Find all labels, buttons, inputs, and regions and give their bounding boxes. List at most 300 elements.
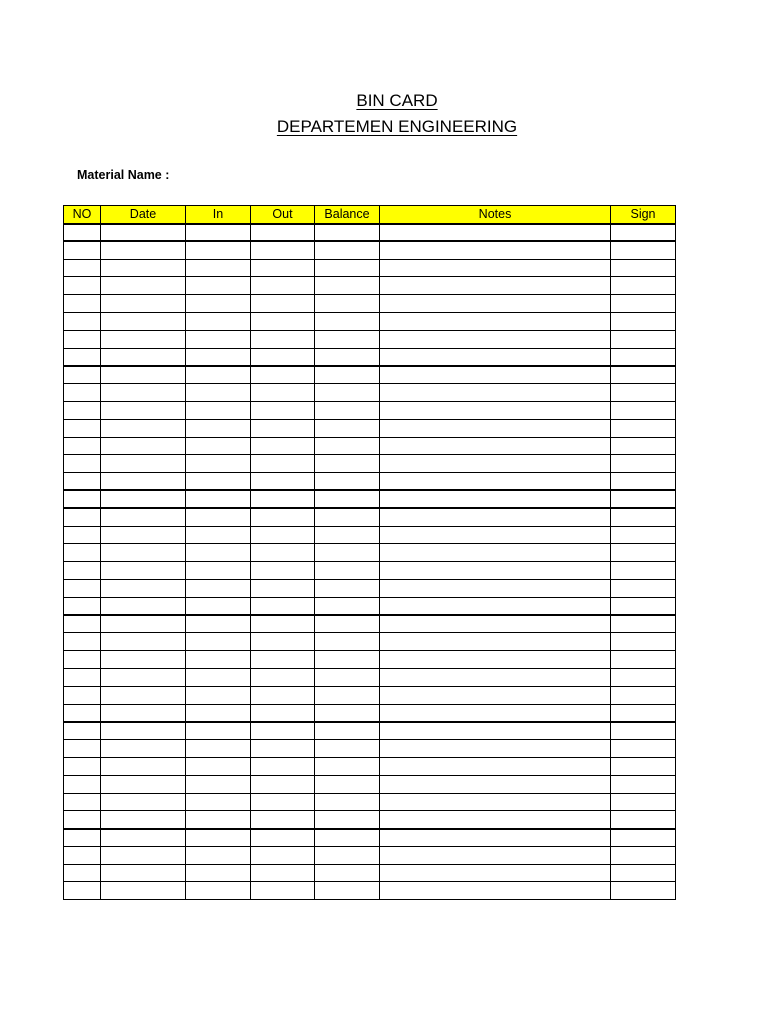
cell-notes[interactable] bbox=[380, 811, 611, 829]
cell-notes[interactable] bbox=[380, 704, 611, 722]
cell-sign[interactable] bbox=[611, 437, 676, 455]
cell-no[interactable] bbox=[64, 473, 101, 491]
cell-date[interactable] bbox=[101, 811, 186, 829]
cell-notes[interactable] bbox=[380, 775, 611, 793]
cell-no[interactable] bbox=[64, 704, 101, 722]
cell-no[interactable] bbox=[64, 419, 101, 437]
cell-sign[interactable] bbox=[611, 366, 676, 384]
cell-date[interactable] bbox=[101, 419, 186, 437]
cell-in[interactable] bbox=[186, 704, 251, 722]
cell-notes[interactable] bbox=[380, 330, 611, 348]
cell-out[interactable] bbox=[251, 722, 315, 740]
cell-date[interactable] bbox=[101, 633, 186, 651]
cell-date[interactable] bbox=[101, 473, 186, 491]
cell-date[interactable] bbox=[101, 330, 186, 348]
cell-notes[interactable] bbox=[380, 864, 611, 882]
cell-balance[interactable] bbox=[315, 704, 380, 722]
cell-no[interactable] bbox=[64, 295, 101, 313]
cell-no[interactable] bbox=[64, 312, 101, 330]
cell-notes[interactable] bbox=[380, 615, 611, 633]
cell-balance[interactable] bbox=[315, 668, 380, 686]
cell-out[interactable] bbox=[251, 793, 315, 811]
cell-sign[interactable] bbox=[611, 722, 676, 740]
cell-out[interactable] bbox=[251, 277, 315, 295]
cell-no[interactable] bbox=[64, 544, 101, 562]
cell-no[interactable] bbox=[64, 224, 101, 242]
cell-date[interactable] bbox=[101, 597, 186, 615]
cell-in[interactable] bbox=[186, 846, 251, 864]
cell-out[interactable] bbox=[251, 224, 315, 242]
cell-date[interactable] bbox=[101, 241, 186, 259]
cell-notes[interactable] bbox=[380, 224, 611, 242]
cell-sign[interactable] bbox=[611, 562, 676, 580]
cell-in[interactable] bbox=[186, 668, 251, 686]
card-title-text: BIN CARD bbox=[356, 91, 438, 110]
cell-in[interactable] bbox=[186, 401, 251, 419]
cell-balance[interactable] bbox=[315, 775, 380, 793]
cell-date[interactable] bbox=[101, 882, 186, 900]
cell-out[interactable] bbox=[251, 259, 315, 277]
cell-notes[interactable] bbox=[380, 829, 611, 847]
cell-balance[interactable] bbox=[315, 348, 380, 366]
cell-out[interactable] bbox=[251, 348, 315, 366]
cell-balance[interactable] bbox=[315, 455, 380, 473]
cell-notes[interactable] bbox=[380, 757, 611, 775]
table-row bbox=[64, 668, 676, 686]
table-row bbox=[64, 793, 676, 811]
cell-sign[interactable] bbox=[611, 526, 676, 544]
cell-date[interactable] bbox=[101, 704, 186, 722]
cell-balance[interactable] bbox=[315, 277, 380, 295]
cell-out[interactable] bbox=[251, 651, 315, 669]
cell-date[interactable] bbox=[101, 544, 186, 562]
cell-out[interactable] bbox=[251, 562, 315, 580]
cell-in[interactable] bbox=[186, 473, 251, 491]
cell-balance[interactable] bbox=[315, 526, 380, 544]
cell-balance[interactable] bbox=[315, 419, 380, 437]
cell-date[interactable] bbox=[101, 384, 186, 402]
cell-date[interactable] bbox=[101, 277, 186, 295]
cell-in[interactable] bbox=[186, 437, 251, 455]
table-row bbox=[64, 330, 676, 348]
cell-sign[interactable] bbox=[611, 882, 676, 900]
cell-no[interactable] bbox=[64, 330, 101, 348]
cell-balance[interactable] bbox=[315, 366, 380, 384]
cell-balance[interactable] bbox=[315, 686, 380, 704]
table-row bbox=[64, 490, 676, 508]
cell-balance[interactable] bbox=[315, 384, 380, 402]
cell-balance[interactable] bbox=[315, 793, 380, 811]
cell-balance[interactable] bbox=[315, 740, 380, 758]
cell-date[interactable] bbox=[101, 686, 186, 704]
cell-out[interactable] bbox=[251, 633, 315, 651]
cell-balance[interactable] bbox=[315, 811, 380, 829]
cell-out[interactable] bbox=[251, 490, 315, 508]
cell-in[interactable] bbox=[186, 597, 251, 615]
cell-date[interactable] bbox=[101, 651, 186, 669]
cell-no[interactable] bbox=[64, 882, 101, 900]
table-body bbox=[64, 224, 676, 900]
cell-in[interactable] bbox=[186, 455, 251, 473]
cell-sign[interactable] bbox=[611, 668, 676, 686]
cell-out[interactable] bbox=[251, 473, 315, 491]
cell-sign[interactable] bbox=[611, 740, 676, 758]
cell-balance[interactable] bbox=[315, 722, 380, 740]
table-row bbox=[64, 401, 676, 419]
cell-balance[interactable] bbox=[315, 829, 380, 847]
cell-balance[interactable] bbox=[315, 615, 380, 633]
cell-in[interactable] bbox=[186, 722, 251, 740]
cell-notes[interactable] bbox=[380, 722, 611, 740]
table-row bbox=[64, 526, 676, 544]
cell-date[interactable] bbox=[101, 295, 186, 313]
cell-notes[interactable] bbox=[380, 419, 611, 437]
cell-out[interactable] bbox=[251, 757, 315, 775]
cell-date[interactable] bbox=[101, 224, 186, 242]
cell-sign[interactable] bbox=[611, 544, 676, 562]
cell-no[interactable] bbox=[64, 793, 101, 811]
cell-sign[interactable] bbox=[611, 259, 676, 277]
cell-out[interactable] bbox=[251, 615, 315, 633]
cell-sign[interactable] bbox=[611, 348, 676, 366]
cell-no[interactable] bbox=[64, 259, 101, 277]
cell-in[interactable] bbox=[186, 544, 251, 562]
cell-notes[interactable] bbox=[380, 437, 611, 455]
cell-notes[interactable] bbox=[380, 348, 611, 366]
cell-out[interactable] bbox=[251, 775, 315, 793]
cell-notes[interactable] bbox=[380, 544, 611, 562]
cell-date[interactable] bbox=[101, 366, 186, 384]
table-row bbox=[64, 829, 676, 847]
cell-notes[interactable] bbox=[380, 277, 611, 295]
cell-sign[interactable] bbox=[611, 757, 676, 775]
cell-no[interactable] bbox=[64, 740, 101, 758]
cell-in[interactable] bbox=[186, 562, 251, 580]
cell-out[interactable] bbox=[251, 366, 315, 384]
cell-notes[interactable] bbox=[380, 366, 611, 384]
table-row bbox=[64, 224, 676, 242]
cell-balance[interactable] bbox=[315, 508, 380, 526]
cell-date[interactable] bbox=[101, 562, 186, 580]
cell-no[interactable] bbox=[64, 384, 101, 402]
cell-sign[interactable] bbox=[611, 384, 676, 402]
cell-balance[interactable] bbox=[315, 597, 380, 615]
cell-no[interactable] bbox=[64, 846, 101, 864]
cell-date[interactable] bbox=[101, 579, 186, 597]
cell-no[interactable] bbox=[64, 562, 101, 580]
table-row bbox=[64, 508, 676, 526]
cell-balance[interactable] bbox=[315, 757, 380, 775]
cell-in[interactable] bbox=[186, 277, 251, 295]
cell-sign[interactable] bbox=[611, 224, 676, 242]
table-row bbox=[64, 384, 676, 402]
cell-date[interactable] bbox=[101, 846, 186, 864]
cell-sign[interactable] bbox=[611, 473, 676, 491]
cell-no[interactable] bbox=[64, 348, 101, 366]
cell-out[interactable] bbox=[251, 544, 315, 562]
cell-in[interactable] bbox=[186, 366, 251, 384]
cell-notes[interactable] bbox=[380, 508, 611, 526]
cell-no[interactable] bbox=[64, 366, 101, 384]
cell-sign[interactable] bbox=[611, 330, 676, 348]
cell-in[interactable] bbox=[186, 490, 251, 508]
cell-balance[interactable] bbox=[315, 490, 380, 508]
cell-notes[interactable] bbox=[380, 686, 611, 704]
cell-out[interactable] bbox=[251, 312, 315, 330]
table-row bbox=[64, 419, 676, 437]
cell-no[interactable] bbox=[64, 811, 101, 829]
material-name-field bbox=[77, 168, 169, 182]
cell-sign[interactable] bbox=[611, 686, 676, 704]
cell-notes[interactable] bbox=[380, 490, 611, 508]
cell-no[interactable] bbox=[64, 401, 101, 419]
cell-out[interactable] bbox=[251, 579, 315, 597]
table-row bbox=[64, 704, 676, 722]
cell-no[interactable] bbox=[64, 829, 101, 847]
cell-balance[interactable] bbox=[315, 312, 380, 330]
cell-date[interactable] bbox=[101, 490, 186, 508]
cell-date[interactable] bbox=[101, 259, 186, 277]
cell-sign[interactable] bbox=[611, 490, 676, 508]
cell-date[interactable] bbox=[101, 740, 186, 758]
cell-in[interactable] bbox=[186, 882, 251, 900]
cell-no[interactable] bbox=[64, 864, 101, 882]
cell-sign[interactable] bbox=[611, 651, 676, 669]
cell-no[interactable] bbox=[64, 490, 101, 508]
cell-date[interactable] bbox=[101, 401, 186, 419]
cell-balance[interactable] bbox=[315, 544, 380, 562]
cell-in[interactable] bbox=[186, 686, 251, 704]
cell-balance[interactable] bbox=[315, 579, 380, 597]
cell-sign[interactable] bbox=[611, 775, 676, 793]
cell-out[interactable] bbox=[251, 597, 315, 615]
cell-date[interactable] bbox=[101, 312, 186, 330]
cell-balance[interactable] bbox=[315, 864, 380, 882]
cell-date[interactable] bbox=[101, 722, 186, 740]
table-row bbox=[64, 295, 676, 313]
cell-out[interactable] bbox=[251, 704, 315, 722]
cell-notes[interactable] bbox=[380, 651, 611, 669]
cell-sign[interactable] bbox=[611, 312, 676, 330]
cell-date[interactable] bbox=[101, 526, 186, 544]
cell-date[interactable] bbox=[101, 829, 186, 847]
cell-no[interactable] bbox=[64, 775, 101, 793]
cell-notes[interactable] bbox=[380, 455, 611, 473]
cell-in[interactable] bbox=[186, 757, 251, 775]
cell-sign[interactable] bbox=[611, 241, 676, 259]
cell-out[interactable] bbox=[251, 864, 315, 882]
cell-in[interactable] bbox=[186, 259, 251, 277]
header-date: Date bbox=[101, 206, 186, 224]
cell-no[interactable] bbox=[64, 241, 101, 259]
cell-no[interactable] bbox=[64, 651, 101, 669]
cell-no[interactable] bbox=[64, 686, 101, 704]
cell-in[interactable] bbox=[186, 526, 251, 544]
department-title-text: DEPARTEMEN ENGINEERING bbox=[276, 117, 518, 136]
department-title bbox=[0, 117, 768, 137]
cell-balance[interactable] bbox=[315, 882, 380, 900]
cell-no[interactable] bbox=[64, 277, 101, 295]
cell-notes[interactable] bbox=[380, 526, 611, 544]
table-row bbox=[64, 312, 676, 330]
cell-no[interactable] bbox=[64, 579, 101, 597]
cell-notes[interactable] bbox=[380, 793, 611, 811]
bin-card-table bbox=[63, 205, 676, 900]
cell-balance[interactable] bbox=[315, 651, 380, 669]
cell-no[interactable] bbox=[64, 508, 101, 526]
cell-in[interactable] bbox=[186, 508, 251, 526]
material-name-label: Material Name : bbox=[77, 168, 170, 182]
cell-out[interactable] bbox=[251, 437, 315, 455]
cell-notes[interactable] bbox=[380, 473, 611, 491]
table-row bbox=[64, 615, 676, 633]
cell-date[interactable] bbox=[101, 455, 186, 473]
cell-sign[interactable] bbox=[611, 419, 676, 437]
cell-in[interactable] bbox=[186, 864, 251, 882]
cell-in[interactable] bbox=[186, 775, 251, 793]
cell-notes[interactable] bbox=[380, 668, 611, 686]
cell-date[interactable] bbox=[101, 668, 186, 686]
table-row bbox=[64, 455, 676, 473]
cell-date[interactable] bbox=[101, 437, 186, 455]
cell-in[interactable] bbox=[186, 615, 251, 633]
cell-out[interactable] bbox=[251, 526, 315, 544]
table-row bbox=[64, 633, 676, 651]
cell-notes[interactable] bbox=[380, 241, 611, 259]
cell-out[interactable] bbox=[251, 419, 315, 437]
table-row bbox=[64, 473, 676, 491]
cell-balance[interactable] bbox=[315, 633, 380, 651]
cell-no[interactable] bbox=[64, 668, 101, 686]
cell-notes[interactable] bbox=[380, 312, 611, 330]
cell-in[interactable] bbox=[186, 793, 251, 811]
cell-sign[interactable] bbox=[611, 829, 676, 847]
cell-notes[interactable] bbox=[380, 295, 611, 313]
cell-in[interactable] bbox=[186, 740, 251, 758]
cell-out[interactable] bbox=[251, 668, 315, 686]
cell-notes[interactable] bbox=[380, 882, 611, 900]
cell-in[interactable] bbox=[186, 633, 251, 651]
cell-no[interactable] bbox=[64, 526, 101, 544]
table-row bbox=[64, 757, 676, 775]
cell-balance[interactable] bbox=[315, 562, 380, 580]
cell-in[interactable] bbox=[186, 651, 251, 669]
cell-balance[interactable] bbox=[315, 224, 380, 242]
cell-sign[interactable] bbox=[611, 277, 676, 295]
cell-date[interactable] bbox=[101, 775, 186, 793]
cell-no[interactable] bbox=[64, 757, 101, 775]
cell-balance[interactable] bbox=[315, 241, 380, 259]
cell-out[interactable] bbox=[251, 829, 315, 847]
cell-balance[interactable] bbox=[315, 437, 380, 455]
cell-balance[interactable] bbox=[315, 401, 380, 419]
cell-sign[interactable] bbox=[611, 793, 676, 811]
cell-in[interactable] bbox=[186, 384, 251, 402]
cell-notes[interactable] bbox=[380, 740, 611, 758]
cell-out[interactable] bbox=[251, 740, 315, 758]
cell-out[interactable] bbox=[251, 241, 315, 259]
cell-in[interactable] bbox=[186, 295, 251, 313]
cell-out[interactable] bbox=[251, 846, 315, 864]
header-in: In bbox=[186, 206, 251, 224]
cell-sign[interactable] bbox=[611, 811, 676, 829]
cell-sign[interactable] bbox=[611, 455, 676, 473]
cell-in[interactable] bbox=[186, 330, 251, 348]
cell-notes[interactable] bbox=[380, 846, 611, 864]
cell-date[interactable] bbox=[101, 864, 186, 882]
cell-notes[interactable] bbox=[380, 401, 611, 419]
cell-date[interactable] bbox=[101, 793, 186, 811]
cell-no[interactable] bbox=[64, 615, 101, 633]
cell-balance[interactable] bbox=[315, 473, 380, 491]
cell-date[interactable] bbox=[101, 508, 186, 526]
cell-notes[interactable] bbox=[380, 384, 611, 402]
cell-notes[interactable] bbox=[380, 579, 611, 597]
cell-sign[interactable] bbox=[611, 704, 676, 722]
cell-balance[interactable] bbox=[315, 295, 380, 313]
header-notes: Notes bbox=[380, 206, 611, 224]
cell-balance[interactable] bbox=[315, 330, 380, 348]
cell-notes[interactable] bbox=[380, 597, 611, 615]
cell-sign[interactable] bbox=[611, 633, 676, 651]
cell-out[interactable] bbox=[251, 811, 315, 829]
cell-date[interactable] bbox=[101, 615, 186, 633]
cell-in[interactable] bbox=[186, 312, 251, 330]
cell-no[interactable] bbox=[64, 722, 101, 740]
cell-sign[interactable] bbox=[611, 508, 676, 526]
cell-in[interactable] bbox=[186, 579, 251, 597]
cell-balance[interactable] bbox=[315, 259, 380, 277]
cell-sign[interactable] bbox=[611, 597, 676, 615]
cell-no[interactable] bbox=[64, 455, 101, 473]
cell-sign[interactable] bbox=[611, 401, 676, 419]
header-sign: Sign bbox=[611, 206, 676, 224]
cell-sign[interactable] bbox=[611, 579, 676, 597]
cell-out[interactable] bbox=[251, 295, 315, 313]
cell-no[interactable] bbox=[64, 437, 101, 455]
cell-in[interactable] bbox=[186, 419, 251, 437]
cell-out[interactable] bbox=[251, 686, 315, 704]
cell-out[interactable] bbox=[251, 330, 315, 348]
table-header-row bbox=[64, 206, 676, 224]
cell-notes[interactable] bbox=[380, 259, 611, 277]
cell-in[interactable] bbox=[186, 829, 251, 847]
cell-no[interactable] bbox=[64, 597, 101, 615]
cell-sign[interactable] bbox=[611, 615, 676, 633]
cell-out[interactable] bbox=[251, 401, 315, 419]
cell-balance[interactable] bbox=[315, 846, 380, 864]
cell-in[interactable] bbox=[186, 811, 251, 829]
cell-sign[interactable] bbox=[611, 295, 676, 313]
cell-date[interactable] bbox=[101, 348, 186, 366]
cell-out[interactable] bbox=[251, 455, 315, 473]
cell-notes[interactable] bbox=[380, 562, 611, 580]
table-row bbox=[64, 775, 676, 793]
cell-no[interactable] bbox=[64, 633, 101, 651]
cell-in[interactable] bbox=[186, 348, 251, 366]
cell-out[interactable] bbox=[251, 508, 315, 526]
header-no: NO bbox=[64, 206, 101, 224]
cell-out[interactable] bbox=[251, 384, 315, 402]
cell-out[interactable] bbox=[251, 882, 315, 900]
cell-in[interactable] bbox=[186, 241, 251, 259]
cell-date[interactable] bbox=[101, 757, 186, 775]
cell-sign[interactable] bbox=[611, 846, 676, 864]
cell-in[interactable] bbox=[186, 224, 251, 242]
table-row bbox=[64, 348, 676, 366]
cell-notes[interactable] bbox=[380, 633, 611, 651]
cell-sign[interactable] bbox=[611, 864, 676, 882]
